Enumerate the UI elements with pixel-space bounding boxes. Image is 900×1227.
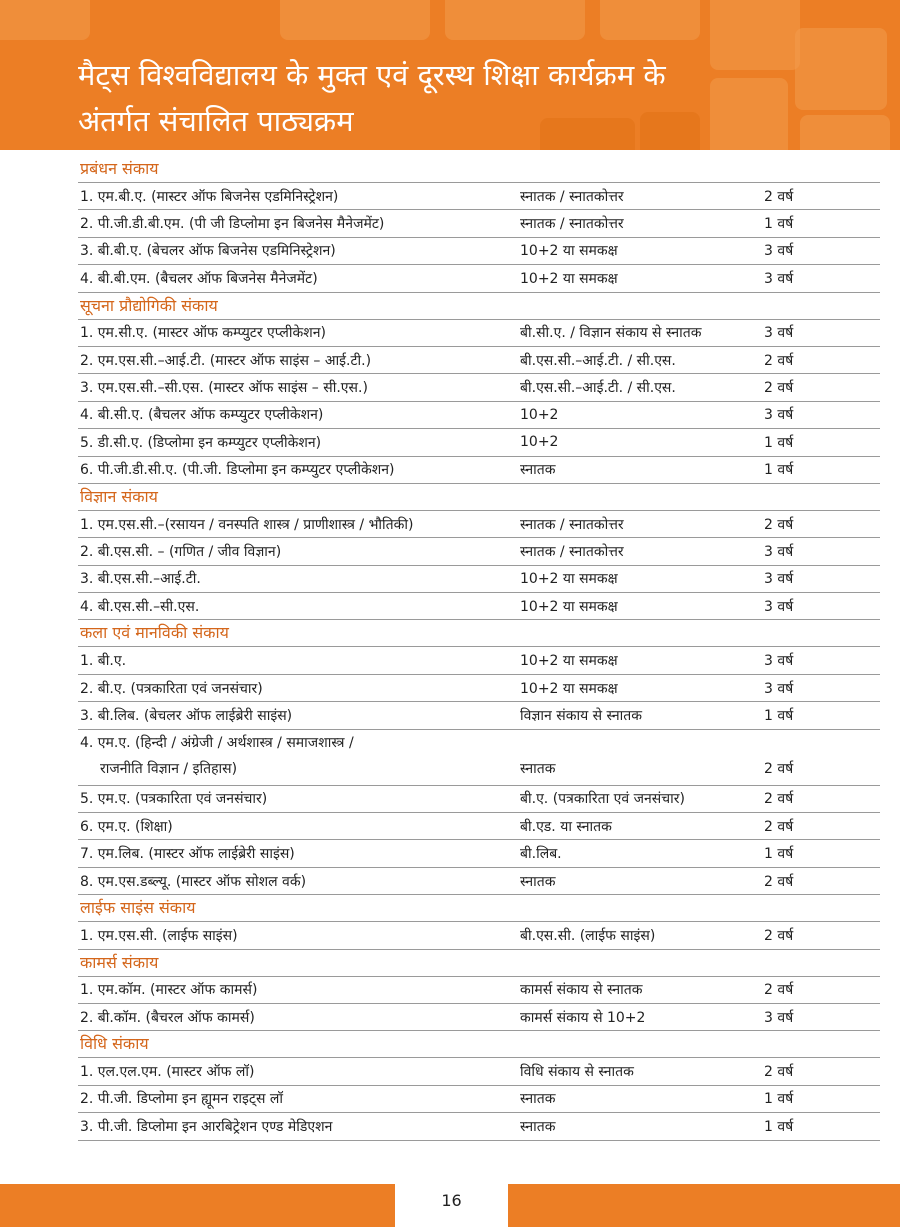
course-name: 3. पी.जी. डिप्लोमा इन आरबिट्रेशन एण्ड मेडिएशन bbox=[80, 1118, 333, 1135]
table-row bbox=[78, 210, 880, 237]
page-footer bbox=[0, 1184, 900, 1227]
table-row bbox=[78, 730, 880, 786]
page-title bbox=[78, 52, 878, 144]
table-row bbox=[78, 593, 880, 620]
table-row bbox=[78, 1113, 880, 1140]
footer-bar-left bbox=[0, 1184, 395, 1227]
course-name-cell bbox=[78, 323, 520, 342]
table-row bbox=[78, 702, 880, 729]
table-row bbox=[78, 347, 880, 374]
eligibility-cell: 10+2 या समकक्ष bbox=[520, 680, 618, 697]
course-name-cell bbox=[78, 433, 520, 452]
course-name-cell bbox=[78, 542, 520, 561]
course-table bbox=[78, 156, 880, 1141]
course-name: 4. बी.एस.सी.–सी.एस. bbox=[80, 598, 200, 615]
eligibility-cell: 10+2 या समकक्ष bbox=[520, 270, 618, 287]
duration-cell: 2 वर्ष bbox=[764, 760, 794, 777]
course-name: 5. डी.सी.ए. (डिप्लोमा इन कम्प्युटर एप्लीकेशन) bbox=[80, 434, 322, 451]
course-name-cell bbox=[78, 817, 520, 836]
eligibility-cell: 10+2 या समकक्ष bbox=[520, 598, 618, 615]
table-row bbox=[78, 1058, 880, 1085]
duration-cell: 3 वर्ष bbox=[764, 270, 794, 287]
course-name: 3. बी.एस.सी.–आई.टी. bbox=[80, 571, 201, 588]
course-name-cell bbox=[78, 351, 520, 370]
course-name-cell bbox=[78, 1089, 520, 1108]
section-title: लाईफ साइंस संकाय bbox=[78, 895, 880, 922]
course-name: 8. एम.एस.डब्ल्यू. (मास्टर ऑफ सोशल वर्क) bbox=[80, 873, 307, 890]
duration-cell: 1 वर्ष bbox=[764, 846, 794, 863]
decorative-square bbox=[280, 0, 430, 40]
eligibility-cell: विधि संकाय से स्नातक bbox=[520, 1064, 634, 1081]
eligibility-cell: 10+2 या समकक्ष bbox=[520, 653, 618, 670]
eligibility-cell: स्नातक bbox=[520, 873, 556, 890]
section-title: प्रबंधन संकाय bbox=[78, 156, 880, 183]
eligibility-cell: 10+2 या समकक्ष bbox=[520, 243, 618, 260]
course-name-cell bbox=[78, 460, 520, 479]
decorative-square bbox=[445, 0, 585, 40]
table-row bbox=[78, 977, 880, 1004]
course-name: 3. बी.बी.ए. (बेचलर ऑफ बिजनेस एडमिनिस्ट्रेशन) bbox=[80, 243, 336, 260]
table-row bbox=[78, 1004, 880, 1031]
course-name: 6. पी.जी.डी.सी.ए. (पी.जी. डिप्लोमा इन कम्प्युटर एप्लीकेशन) bbox=[80, 462, 395, 479]
eligibility-cell: 10+2 या समकक्ष bbox=[520, 571, 618, 588]
duration-cell: 3 वर्ष bbox=[764, 325, 794, 342]
course-name-cell bbox=[78, 515, 520, 534]
course-name: 5. एम.ए. (पत्रकारिता एवं जनसंचार) bbox=[80, 791, 268, 808]
section-title: सूचना प्रौद्योगिकी संकाय bbox=[78, 293, 880, 320]
course-name-cell bbox=[78, 597, 520, 616]
table-row bbox=[78, 868, 880, 895]
course-name-cell bbox=[78, 1117, 520, 1136]
eligibility-cell: स्नातक / स्नातकोत्तर bbox=[520, 516, 624, 533]
duration-cell: 3 वर्ष bbox=[764, 653, 794, 670]
course-name-cell bbox=[78, 980, 520, 999]
course-name: 4. बी.सी.ए. (बैचलर ऑफ कम्प्युटर एप्लीकेशन) bbox=[80, 407, 324, 424]
table-row bbox=[78, 183, 880, 210]
course-name-cell bbox=[78, 405, 520, 424]
duration-cell: 1 वर्ष bbox=[764, 1118, 794, 1135]
eligibility-cell: स्नातक / स्नातकोत्तर bbox=[520, 543, 624, 560]
page-header bbox=[0, 0, 900, 150]
course-name: 3. एम.एस.सी.–सी.एस. (मास्टर ऑफ साइंस – सी.एस.) bbox=[80, 380, 368, 397]
course-name-cell bbox=[78, 378, 520, 397]
duration-cell: 1 वर्ष bbox=[764, 462, 794, 479]
course-name-cell bbox=[78, 1062, 520, 1081]
section-title: विधि संकाय bbox=[78, 1031, 880, 1058]
eligibility-cell: बी.एड. या स्नातक bbox=[520, 818, 612, 835]
course-name: 4. एम.ए. (हिन्दी / अंग्रेजी / अर्थशास्त्र / समाजशास्त्र / bbox=[80, 734, 354, 751]
duration-cell: 2 वर्ष bbox=[764, 188, 794, 205]
eligibility-cell: स्नातक / स्नातकोत्तर bbox=[520, 188, 624, 205]
course-name: 1. एम.एस.सी.–(रसायन / वनस्पति शास्त्र / प्राणीशास्त्र / भौतिकी) bbox=[80, 516, 414, 533]
duration-cell: 1 वर्ष bbox=[764, 707, 794, 724]
course-name-cell bbox=[78, 241, 520, 260]
table-row bbox=[78, 457, 880, 484]
course-name: 1. एम.सी.ए. (मास्टर ऑफ कम्प्युटर एप्लीकेशन) bbox=[80, 325, 326, 342]
course-name-cell bbox=[78, 269, 520, 288]
section-title: विज्ञान संकाय bbox=[78, 484, 880, 511]
duration-cell: 1 वर्ष bbox=[764, 216, 794, 233]
duration-cell: 2 वर्ष bbox=[764, 818, 794, 835]
table-row bbox=[78, 675, 880, 702]
course-name: 1. बी.ए. bbox=[80, 653, 127, 670]
duration-cell: 3 वर्ष bbox=[764, 571, 794, 588]
duration-cell: 3 वर्ष bbox=[764, 543, 794, 560]
course-name: 2. पी.जी. डिप्लोमा इन ह्यूमन राइट्स लॉ bbox=[80, 1091, 284, 1108]
duration-cell: 2 वर्ष bbox=[764, 927, 794, 944]
duration-cell: 3 वर्ष bbox=[764, 243, 794, 260]
table-row bbox=[78, 429, 880, 456]
duration-cell: 2 वर्ष bbox=[764, 352, 794, 369]
course-name: 2. बी.ए. (पत्रकारिता एवं जनसंचार) bbox=[80, 680, 263, 697]
eligibility-cell: बी.एस.सी. (लाईफ साइंस) bbox=[520, 927, 656, 944]
course-name-cell bbox=[78, 679, 520, 698]
course-name-cell bbox=[78, 926, 520, 945]
course-name: 2. बी.एस.सी. – (गणित / जीव विज्ञान) bbox=[80, 543, 282, 560]
duration-cell: 2 वर्ष bbox=[764, 516, 794, 533]
table-row bbox=[78, 922, 880, 949]
table-row bbox=[78, 1086, 880, 1113]
eligibility-cell: 10+2 bbox=[520, 434, 559, 451]
duration-cell: 2 वर्ष bbox=[764, 1064, 794, 1081]
course-name-cell bbox=[78, 187, 520, 206]
eligibility-cell: कामर्स संकाय से स्नातक bbox=[520, 982, 643, 999]
eligibility-cell: बी.सी.ए. / विज्ञान संकाय से स्नातक bbox=[520, 325, 702, 342]
table-row bbox=[78, 374, 880, 401]
duration-cell: 2 वर्ष bbox=[764, 380, 794, 397]
course-name-cell bbox=[78, 730, 520, 782]
course-name-cell bbox=[78, 706, 520, 725]
duration-cell: 1 वर्ष bbox=[764, 1091, 794, 1108]
eligibility-cell: स्नातक bbox=[520, 1118, 556, 1135]
table-row bbox=[78, 238, 880, 265]
table-row bbox=[78, 786, 880, 813]
eligibility-cell: बी.ए. (पत्रकारिता एवं जनसंचार) bbox=[520, 791, 685, 808]
course-name-cell bbox=[78, 844, 520, 863]
duration-cell: 2 वर्ष bbox=[764, 791, 794, 808]
course-name-cell bbox=[78, 872, 520, 891]
course-name: 1. एम.एस.सी. (लाईफ साइंस) bbox=[80, 927, 238, 944]
duration-cell: 3 वर्ष bbox=[764, 680, 794, 697]
course-name-cell bbox=[78, 1008, 520, 1027]
eligibility-cell: विज्ञान संकाय से स्नातक bbox=[520, 707, 643, 724]
course-name-continued: राजनीति विज्ञान / इतिहास) bbox=[100, 760, 238, 777]
course-name: 1. एम.कॉम. (मास्टर ऑफ कामर्स) bbox=[80, 982, 258, 999]
course-name-cell bbox=[78, 214, 520, 233]
duration-cell: 3 वर्ष bbox=[764, 407, 794, 424]
course-name: 6. एम.ए. (शिक्षा) bbox=[80, 818, 173, 835]
eligibility-cell: कामर्स संकाय से 10+2 bbox=[520, 1009, 646, 1026]
decorative-square bbox=[600, 0, 700, 40]
course-name-cell bbox=[78, 569, 520, 588]
eligibility-cell: बी.एस.सी.–आई.टी. / सी.एस. bbox=[520, 352, 676, 369]
table-row bbox=[78, 511, 880, 538]
page-number: 16 bbox=[441, 1191, 462, 1210]
table-row bbox=[78, 840, 880, 867]
section-title: कला एवं मानविकी संकाय bbox=[78, 620, 880, 647]
course-name-cell bbox=[78, 789, 520, 808]
course-name: 1. एम.बी.ए. (मास्टर ऑफ बिजनेस एडमिनिस्ट्रेशन) bbox=[80, 188, 339, 205]
title-line-2: अंतर्गत संचालित पाठ्यक्रम bbox=[78, 104, 354, 138]
duration-cell: 2 वर्ष bbox=[764, 873, 794, 890]
table-row bbox=[78, 813, 880, 840]
course-name: 2. पी.जी.डी.बी.एम. (पी जी डिप्लोमा इन बिजनेस मैनेजमेंट) bbox=[80, 216, 385, 233]
course-name: 7. एम.लिब. (मास्टर ऑफ लाईब्रेरी साइंस) bbox=[80, 846, 295, 863]
course-name: 4. बी.बी.एम. (बैचलर ऑफ बिजनेस मैनेजमेंट) bbox=[80, 270, 318, 287]
table-row bbox=[78, 647, 880, 674]
table-row bbox=[78, 566, 880, 593]
eligibility-cell: स्नातक / स्नातकोत्तर bbox=[520, 216, 624, 233]
duration-cell: 1 वर्ष bbox=[764, 434, 794, 451]
table-row bbox=[78, 538, 880, 565]
duration-cell: 3 वर्ष bbox=[764, 598, 794, 615]
table-row bbox=[78, 265, 880, 292]
eligibility-cell: बी.लिब. bbox=[520, 846, 562, 863]
duration-cell: 3 वर्ष bbox=[764, 1009, 794, 1026]
eligibility-cell: स्नातक bbox=[520, 760, 556, 777]
course-name-cell bbox=[78, 651, 520, 670]
title-line-1: मैट्स विश्वविद्यालय के मुक्त एवं दूरस्थ शिक्षा कार्यक्रम के bbox=[78, 58, 666, 92]
course-name: 1. एल.एल.एम. (मास्टर ऑफ लॉ) bbox=[80, 1064, 255, 1081]
section-title: कामर्स संकाय bbox=[78, 950, 880, 977]
table-row bbox=[78, 402, 880, 429]
duration-cell: 2 वर्ष bbox=[764, 982, 794, 999]
eligibility-cell: स्नातक bbox=[520, 1091, 556, 1108]
course-name: 2. बी.कॉम. (बैचरल ऑफ कामर्स) bbox=[80, 1009, 255, 1026]
table-row bbox=[78, 320, 880, 347]
eligibility-cell: 10+2 bbox=[520, 406, 559, 423]
decorative-square bbox=[0, 0, 90, 40]
course-name: 2. एम.एस.सी.–आई.टी. (मास्टर ऑफ साइंस – आई.टी.) bbox=[80, 352, 372, 369]
course-name: 3. बी.लिब. (बेचलर ऑफ लाईब्रेरी साइंस) bbox=[80, 707, 293, 724]
footer-bar-right bbox=[508, 1184, 900, 1227]
eligibility-cell: स्नातक bbox=[520, 462, 556, 479]
eligibility-cell: बी.एस.सी.–आई.टी. / सी.एस. bbox=[520, 380, 676, 397]
